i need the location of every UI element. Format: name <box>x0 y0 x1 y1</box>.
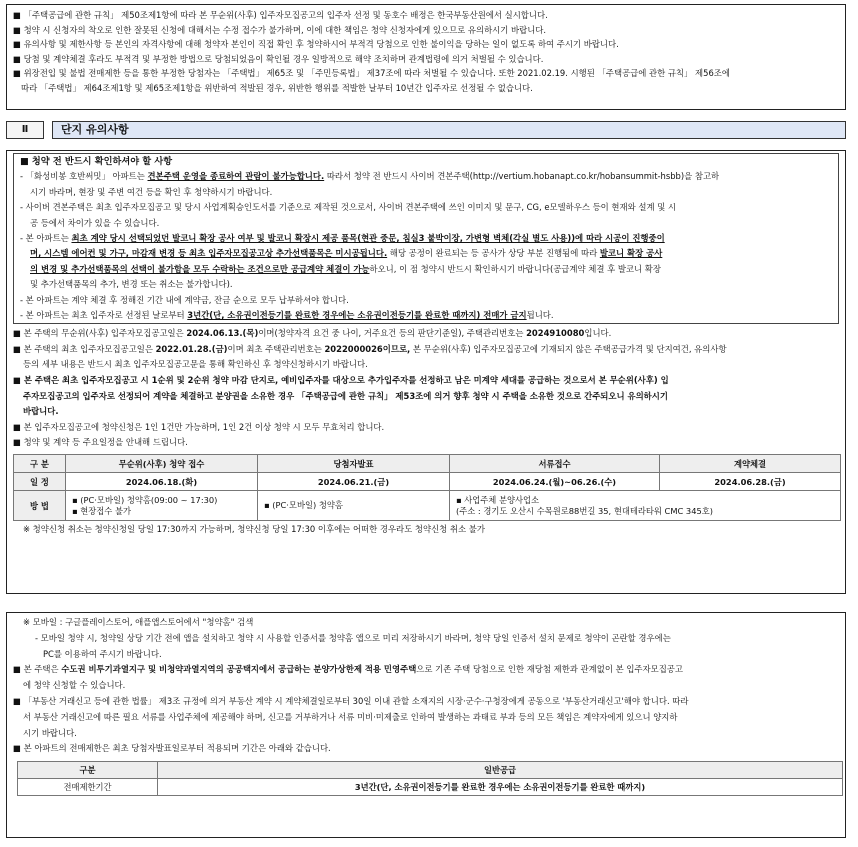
text-run: 됩니다. <box>526 309 554 320</box>
announce-date: 2024.06.13.(목) <box>186 328 259 339</box>
text-run: ■ 본 주택의 무순위(사후) 입주자모집공고일은 <box>13 328 187 339</box>
emphasis-text: 견본주택 운영을 종료하여 관람이 불가능합니다. <box>147 171 325 182</box>
cell-line: ▪ 현장접수 불가 <box>72 505 131 516</box>
table-header-cell: 무순위(사후) 청약 접수 <box>66 455 258 473</box>
section-title: 단지 유의사항 <box>52 121 846 139</box>
resale-table <box>17 761 843 796</box>
notice-line: ■ 「주택공급에 관한 규칙」 제50조제1항에 따라 본 무순위(사후) 입주자모집공고의 입주자 선정 및 동호수 배정은 한국부동산원에서 실시합니다. <box>13 10 548 20</box>
later-line <box>13 662 839 678</box>
text-run: 하오니, 이 점 청약시 반드시 확인하시기 바랍니다(공급계약 체결 후 발코니 확장 <box>369 263 661 274</box>
initial-housing-number: 2022000026이므로, <box>324 343 411 354</box>
precheck-heading: ■ 청약 전 반드시 확인하셔야 할 사항 <box>20 156 173 167</box>
table-cell: 2024.06.18.(화) <box>66 473 258 491</box>
text-run: 으로 기존 주택 당첨으로 인한 재당첨 제한과 관계없이 본 입주자모집공고 <box>416 664 683 675</box>
table-header-cell: 구분 <box>18 762 158 779</box>
table-header-cell: 일반공급 <box>158 762 843 779</box>
info-line <box>13 326 839 342</box>
precheck-paragraph <box>20 262 832 277</box>
complex-notes-box <box>6 150 846 594</box>
precheck-paragraph: 및 추가선택품목의 추가, 변경 또는 취소는 불가합니다). <box>30 279 233 290</box>
cell-line: ▪ 사업주체 분양사업소 <box>456 494 540 505</box>
cell-line: ▪ (PC·모바일) 청약홈(09:00 ~ 17:30) <box>72 494 218 505</box>
table-cell <box>66 491 258 521</box>
text-run: ■ 본 주택은 <box>13 664 62 675</box>
text-run: 입니다. <box>584 328 612 339</box>
table-cell: 2024.06.28.(금) <box>660 473 841 491</box>
text-run: 본 무순위(사후) 입주자모집공고에 기재되지 않은 주택공급가격 및 단지여건, 유의사항 <box>410 343 727 354</box>
info-line: 바랍니다. <box>23 406 59 417</box>
emphasis-text: 며, 시스템 에어컨 및 가구, 마감재 변경 등 최초 입주자모집공고상 추가선택품목은 미시공됩니다. <box>30 248 388 259</box>
text-run: - 본 아파트는 <box>20 232 72 243</box>
table-header-cell: 서류접수 <box>450 455 660 473</box>
table-cell: 2024.06.21.(금) <box>258 473 450 491</box>
text-run: 따라서 청약 전 반드시 사이버 견본주택(http://vertium.hobanapt.co.kr/hobansummit-hsbb)을 참고하 <box>324 171 720 182</box>
emphasis-text: 3년간(단, 소유권이전등기를 완료한 경우에는 소유권이전등기를 완료한 때까지) 전매가 금지 <box>187 309 527 320</box>
precheck-paragraph: 공 등에서 차이가 있을 수 있습니다. <box>30 217 160 228</box>
mobile-line: - 모바일 청약 시, 청약일 상당 기간 전에 앱을 설치하고 청약 시 사용할 인증서를 청약홈 앱으로 미리 저장하시기 바라며, 청약 당일 인증서 설치 문제로 청약이 곤란할 경우에는 <box>35 632 671 643</box>
mobile-line: ※ 모바일 : 구글플레이스토어, 애플앱스토어에서 "청약홈" 검색 <box>23 617 254 627</box>
info-line: ■ 본 입주자모집공고에 청약신청은 1인 1건만 가능하며, 1인 2건 이상 청약 시 모두 무효처리 합니다. <box>13 421 385 432</box>
table-row <box>14 491 841 521</box>
table-cell <box>450 491 841 521</box>
schedule-table <box>13 454 841 521</box>
notice-line: ■ 위장전입 및 불법 전매제한 등을 통한 부정한 당첨자는 「주택법」 제65조 및 「주민등록법」 제37조에 따라 처벌될 수 있습니다. 또한 2021.02.19. 시행된 「주택공급에 관한 규칙」 제56조에 <box>13 68 730 79</box>
notice-box <box>6 4 846 110</box>
table-header-cell: 구 분 <box>14 455 66 473</box>
info-line: ■ 청약 및 계약 등 주요일정을 안내해 드립니다. <box>13 437 188 448</box>
text-run: - 「화성비봉 호반써밋」 아파트는 <box>20 171 148 182</box>
table-cell: 2024.06.24.(월)~06.26.(수) <box>450 473 660 491</box>
precheck-paragraph: - 본 아파트는 계약 체결 후 정해진 기간 내에 계약금, 잔금 순으로 모두 납부하셔야 합니다. <box>20 294 349 305</box>
precheck-paragraph <box>20 246 832 261</box>
precheck-paragraph <box>20 308 832 323</box>
schedule-note: ※ 청약신청 취소는 청약신청일 당일 17:30까지 가능하며, 청약신청 당일 17:30 이후에는 어떠한 경우라도 청약신청 취소 불가 <box>23 524 485 535</box>
initial-announce-date: 2022.01.28.(금) <box>155 343 228 354</box>
housing-number: 2024910080 <box>526 328 585 339</box>
later-line: 서 부동산 거래신고에 따른 필요 서류를 사업주체에 제공해야 하며, 신고를 거부하거나 서류 미비·미제출로 인하여 발생하는 과태료 부과 등의 모든 책임은 계약자에게 있으니 양지하 <box>23 711 678 722</box>
table-cell: 3년간(단, 소유권이전등기를 완료한 경우에는 소유권이전등기를 완료한 때까지) <box>158 779 843 796</box>
table-cell: ▪ (PC·모바일) 청약홈 <box>258 491 450 521</box>
section-header <box>6 121 846 139</box>
row-label: 전매제한기간 <box>18 779 158 796</box>
later-line: ■ 「부동산 거래신고 등에 관한 법률」 제3조 규정에 의거 부동산 계약 시 계약체결일로부터 30일 이내 관할 소재지의 시장·군수·구청장에게 공동으로 '부동산거래신고'해야 합니다. 따라 <box>13 695 689 706</box>
emphasis-text: 의 변경 및 추가선택품목의 선택이 불가함을 모두 수락하는 조건으로만 공급계약 체결이 가능 <box>30 263 370 274</box>
table-row <box>14 473 841 491</box>
text-run: - 본 아파트는 최초 입주자로 선정된 날로부터 <box>20 309 188 320</box>
precheck-box <box>13 153 839 324</box>
table-header-row <box>18 762 843 779</box>
mobile-line: PC를 이용하여 주시기 바랍니다. <box>43 648 162 659</box>
precheck-paragraph <box>20 169 832 184</box>
table-header-row <box>14 455 841 473</box>
emphasis-text: 발코니 확장 공사 <box>599 248 663 259</box>
text-run: 해당 공정이 완료되는 등 공사가 상당 부분 진행됨에 따라 <box>387 248 600 259</box>
precheck-paragraph <box>20 231 832 246</box>
text-run: 이며(청약자격 요건 중 나이, 거주요건 등의 판단기준일), 주택관리번호는 <box>258 328 527 339</box>
precheck-paragraph: 시기 바라며, 현장 및 주변 여건 등을 확인 후 청약하시기 바랍니다. <box>30 186 273 197</box>
continued-notes-box <box>6 612 846 838</box>
later-line: ■ 본 아파트의 전매제한은 최초 당첨자발표일로부터 적용되며 기간은 아래와 같습니다. <box>13 743 331 754</box>
info-line: 등의 세부 내용은 반드시 최초 입주자모집공고문을 통해 확인하신 후 청약신청하시기 바랍니다. <box>23 359 368 370</box>
notice-line: 따라 「주택법」 제64조제1항 및 제65조제1항을 위반하여 적발된 경우, 위반한 행위를 적발한 날부터 10년간 입주자로 선정될 수 없습니다. <box>21 82 533 93</box>
table-header-cell: 계약체결 <box>660 455 841 473</box>
row-label: 일 정 <box>14 473 66 491</box>
notice-line: ■ 유의사항 및 제한사항 등 본인의 자격사항에 대해 청약자 본인이 직접 확인 후 청약하시어 부적격 당첨으로 인한 불이익을 당하는 일이 없도록 하여 주시기 바랍니다. <box>13 39 619 50</box>
info-line: 주자모집공고의 입주자로 선정되어 계약을 체결하고 분양권을 소유한 경우 「주택공급에 관한 규칙」 제53조에 의거 향후 청약 시 주택을 소유한 것으로 간주되오니 유의하시기 <box>23 390 668 401</box>
info-line <box>13 342 839 358</box>
later-line: 시기 바랍니다. <box>23 727 77 738</box>
precheck-paragraph: - 사이버 견본주택은 최초 입주자모집공고 및 당시 사업계획승인도서를 기준으로 제작된 것으로서, 사이버 견본주택에 쓰인 이미지 및 문구, CG, e모델하우스 등이 현재와 설계 및 시 <box>20 202 677 213</box>
table-row <box>18 779 843 796</box>
notice-line: ■ 당첨 및 계약체결 후라도 부적격 및 부정한 방법으로 당첨되었음이 확인될 경우 일방적으로 해약 조치하며 관계법령에 의거 처벌될 수 있습니다. <box>13 53 544 64</box>
notice-line: ■ 청약 시 신청자의 착오로 인한 잘못된 신청에 대해서는 수정 접수가 불가하며, 이에 대한 책임은 청약 신청자에게 있으므로 유의하시기 바랍니다. <box>13 24 547 35</box>
info-line: ■ 본 주택은 최초 입주자모집공고 시 1순위 및 2순위 청약 마감 단지로, 예비입주자를 대상으로 추가입주자를 선정하고 남은 미계약 세대를 공급하는 것으로서 본 무순위(사후) 입 <box>13 375 669 386</box>
row-label: 방 법 <box>14 491 66 521</box>
table-header-cell: 당첨자발표 <box>258 455 450 473</box>
text-run: ■ 본 주택의 최초 입주자모집공고일은 <box>13 343 156 354</box>
emphasis-text: 수도권 비투기과열지구 및 비청약과열지역의 공공택지에서 공급하는 분양가상한제 적용 민영주택 <box>61 664 417 675</box>
later-line: 에 청약 신청할 수 있습니다. <box>23 680 126 691</box>
emphasis-text: 최초 계약 당시 선택되었던 발코니 확장 공사 여부 및 발코니 확장시 제공 품목(현관 중문, 침실3 붙박이장, 가변형 벽체(각실 별도 사용))에 따라 시공이 진행중이 <box>71 232 665 243</box>
section-number: Ⅱ <box>6 121 44 139</box>
cell-line: (주소 : 경기도 오산시 수목원로88번길 35, 현대테라타워 CMC 345호) <box>456 505 714 516</box>
text-run: 이며 최초 주택관리번호는 <box>227 343 325 354</box>
